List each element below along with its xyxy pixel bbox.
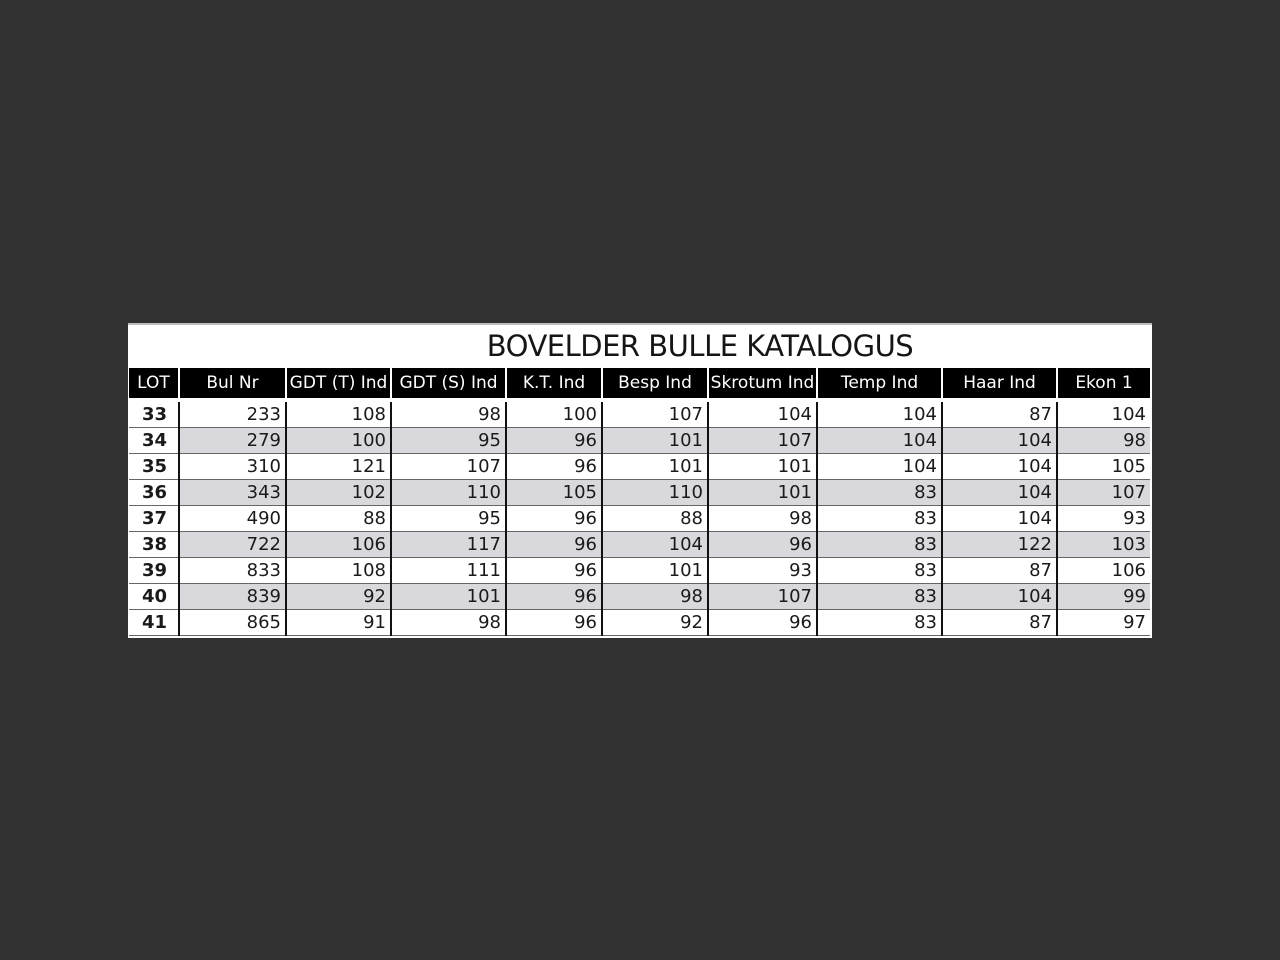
table-cell: 97: [1057, 610, 1150, 636]
table-cell: 490: [179, 506, 286, 532]
table-cell: 107: [602, 400, 708, 428]
table-cell: 87: [942, 558, 1057, 584]
bull-catalog-table: [129, 368, 1150, 636]
table-cell: 108: [286, 558, 391, 584]
table-cell: 83: [817, 532, 942, 558]
table-cell: 83: [817, 610, 942, 636]
table-cell: 279: [179, 428, 286, 454]
table-cell: 110: [602, 480, 708, 506]
table-cell: 122: [942, 532, 1057, 558]
table-cell: 104: [817, 400, 942, 428]
header-kt-ind: K.T. Ind: [506, 368, 602, 400]
table-cell: 111: [391, 558, 506, 584]
table-cell: 100: [286, 428, 391, 454]
table-cell: 92: [602, 610, 708, 636]
lot-number-cell: 41: [129, 610, 179, 636]
header-row: [129, 368, 1150, 400]
table-cell: 93: [1057, 506, 1150, 532]
table-row: [129, 532, 1150, 558]
header-gdt-t-ind: GDT (T) Ind: [286, 368, 391, 400]
lot-number-cell: 37: [129, 506, 179, 532]
table-row: [129, 400, 1150, 428]
table-cell: 92: [286, 584, 391, 610]
catalog-sheet: [128, 323, 1152, 638]
table-cell: 117: [391, 532, 506, 558]
header-gdt-s-ind: GDT (S) Ind: [391, 368, 506, 400]
table-cell: 839: [179, 584, 286, 610]
table-cell: 83: [817, 558, 942, 584]
table-cell: 107: [708, 428, 817, 454]
table-cell: 101: [708, 454, 817, 480]
table-cell: 87: [942, 400, 1057, 428]
table-cell: 95: [391, 428, 506, 454]
table-cell: 91: [286, 610, 391, 636]
table-cell: 343: [179, 480, 286, 506]
catalog-title: BOVELDER BULLE KATALOGUS: [486, 329, 914, 363]
table-cell: 101: [391, 584, 506, 610]
header-bul-nr: Bul Nr: [179, 368, 286, 400]
table-cell: 104: [942, 584, 1057, 610]
table-cell: 95: [391, 506, 506, 532]
table-cell: 83: [817, 506, 942, 532]
table-cell: 107: [1057, 480, 1150, 506]
table-cell: 833: [179, 558, 286, 584]
lot-number-cell: 40: [129, 584, 179, 610]
table-cell: 98: [391, 400, 506, 428]
table-cell: 865: [179, 610, 286, 636]
table-row: [129, 610, 1150, 636]
table-cell: 96: [708, 610, 817, 636]
table-cell: 107: [391, 454, 506, 480]
table-cell: 96: [506, 610, 602, 636]
table-row: [129, 480, 1150, 506]
table-cell: 106: [1057, 558, 1150, 584]
lot-number-cell: 35: [129, 454, 179, 480]
table-cell: 104: [1057, 400, 1150, 428]
header-lot: LOT: [129, 368, 179, 400]
table-cell: 96: [708, 532, 817, 558]
table-cell: 104: [602, 532, 708, 558]
lot-number-cell: 38: [129, 532, 179, 558]
table-cell: 110: [391, 480, 506, 506]
table-cell: 88: [602, 506, 708, 532]
table-cell: 121: [286, 454, 391, 480]
table-row: [129, 558, 1150, 584]
table-cell: 104: [942, 506, 1057, 532]
table-cell: 102: [286, 480, 391, 506]
table-cell: 104: [942, 428, 1057, 454]
table-cell: 83: [817, 584, 942, 610]
table-row: [129, 584, 1150, 610]
table-cell: 96: [506, 428, 602, 454]
table-cell: 233: [179, 400, 286, 428]
table-cell: 104: [817, 454, 942, 480]
table-cell: 104: [942, 454, 1057, 480]
header-temp-ind: Temp Ind: [817, 368, 942, 400]
table-cell: 105: [1057, 454, 1150, 480]
header-besp-ind: Besp Ind: [602, 368, 708, 400]
table-cell: 96: [506, 558, 602, 584]
table-cell: 104: [708, 400, 817, 428]
header-skrotum-ind: Skrotum Ind: [708, 368, 817, 400]
header-ekon-1: Ekon 1: [1057, 368, 1150, 400]
lot-number-cell: 36: [129, 480, 179, 506]
table-row: [129, 428, 1150, 454]
table-cell: 104: [817, 428, 942, 454]
table-cell: 103: [1057, 532, 1150, 558]
table-cell: 101: [602, 428, 708, 454]
table-body: [129, 400, 1150, 636]
table-cell: 87: [942, 610, 1057, 636]
title-row: [128, 325, 1152, 368]
table-cell: 101: [602, 454, 708, 480]
table-cell: 93: [708, 558, 817, 584]
table-cell: 310: [179, 454, 286, 480]
table-cell: 98: [1057, 428, 1150, 454]
table-cell: 98: [391, 610, 506, 636]
table-cell: 105: [506, 480, 602, 506]
table-row: [129, 506, 1150, 532]
table-cell: 107: [708, 584, 817, 610]
table-cell: 96: [506, 454, 602, 480]
table-cell: 98: [708, 506, 817, 532]
table-cell: 99: [1057, 584, 1150, 610]
table-cell: 100: [506, 400, 602, 428]
header-haar-ind: Haar Ind: [942, 368, 1057, 400]
lot-number-cell: 33: [129, 400, 179, 428]
table-cell: 106: [286, 532, 391, 558]
table-cell: 96: [506, 584, 602, 610]
table-cell: 101: [602, 558, 708, 584]
table-cell: 98: [602, 584, 708, 610]
table-row: [129, 454, 1150, 480]
lot-number-cell: 34: [129, 428, 179, 454]
table-cell: 88: [286, 506, 391, 532]
table-cell: 96: [506, 506, 602, 532]
table-cell: 722: [179, 532, 286, 558]
table-cell: 96: [506, 532, 602, 558]
lot-number-cell: 39: [129, 558, 179, 584]
table-cell: 104: [942, 480, 1057, 506]
table-cell: 83: [817, 480, 942, 506]
table-cell: 101: [708, 480, 817, 506]
table-cell: 108: [286, 400, 391, 428]
